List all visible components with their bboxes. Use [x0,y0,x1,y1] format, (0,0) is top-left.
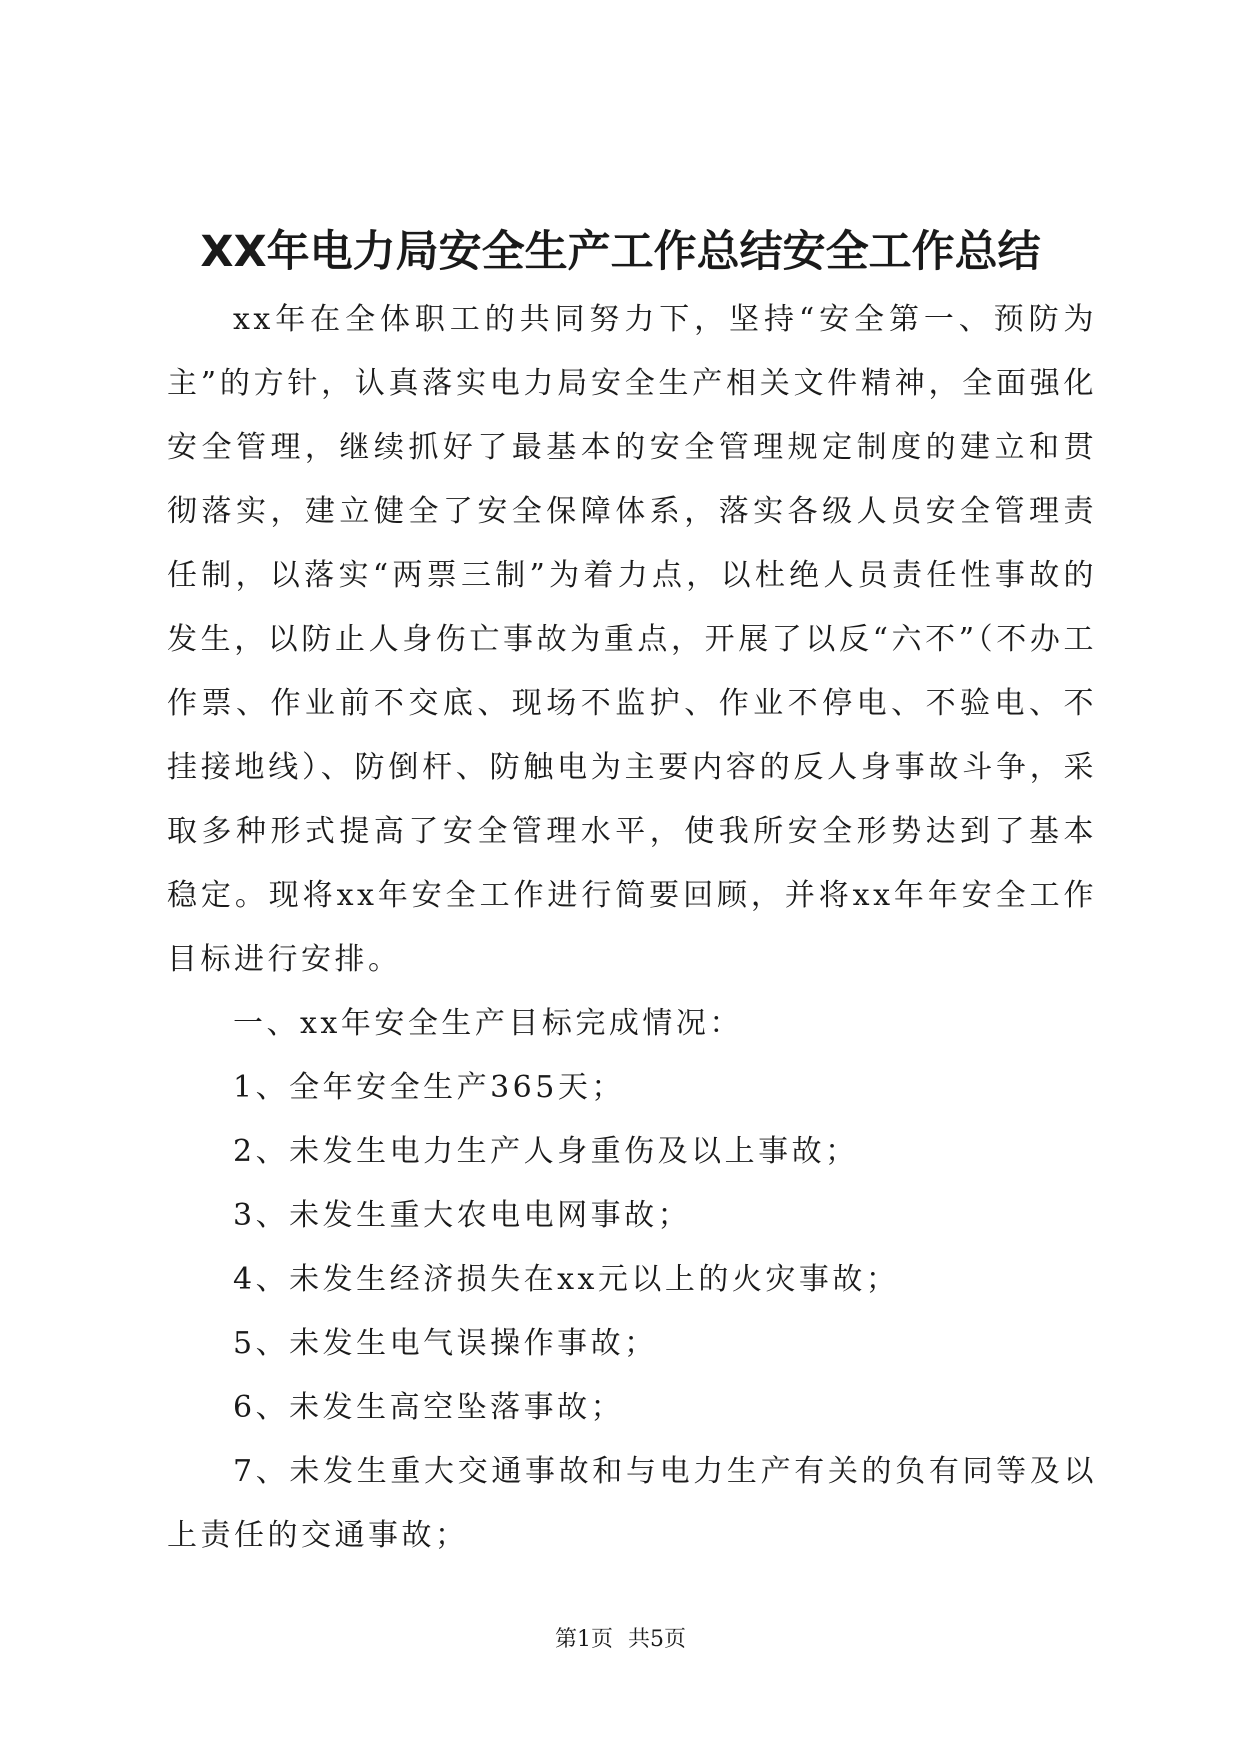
list-item: 3、未发生重大农电电网事故； [233,1198,692,1233]
page-number-current: 第1页 [555,1627,613,1652]
section-heading: 一、xx年安全生产目标完成情况： [233,1006,743,1041]
list-item: 4、未发生经济损失在xx元以上的火灾事故； [233,1262,900,1297]
list-item: 5、未发生电气误操作事故； [233,1326,658,1361]
intro-paragraph: xx年在全体职工的共同努力下，坚持“安全第一、预防为主”的方针，认真落实电力局安全生产相关文件精神，全面强化安全管理，继续抓好了最基本的安全管理规定制度的建立和贯彻落实，建立健全了安全保障体系，落实各级人员安全管理责任制，以落实“两票三制”为着力点，以杜绝人员责任性事故的发生，以防止人身伤亡事故为重点，开展了以反“六不”（不办工作票、作业前不交底、现场不监护、作业不停电、不验电、不挂接地线）、防倒杆、防触电为主要内容的反人身事故斗争，采取多种形式提高了安全管理水平，使我所安全形势达到了基本稳定。现将xx年安全工作进行简要回顾，并将xx年年安全工作目标进行安排。 [167,302,1097,977]
document-body [167,288,1097,1568]
list-item: 2、未发生电力生产人身重伤及以上事故； [233,1134,859,1169]
document-title: XX年电力局安全生产工作总结安全工作总结 [200,227,1041,277]
list-item: 6、未发生高空坠落事故； [233,1390,625,1425]
list-item: 1、全年安全生产365天； [233,1070,625,1105]
page-number-total: 共5页 [628,1627,686,1652]
page-footer [0,1625,1241,1655]
list-item: 7、未发生重大交通事故和与电力生产有关的负有同等及以上责任的交通事故； [167,1454,1097,1553]
